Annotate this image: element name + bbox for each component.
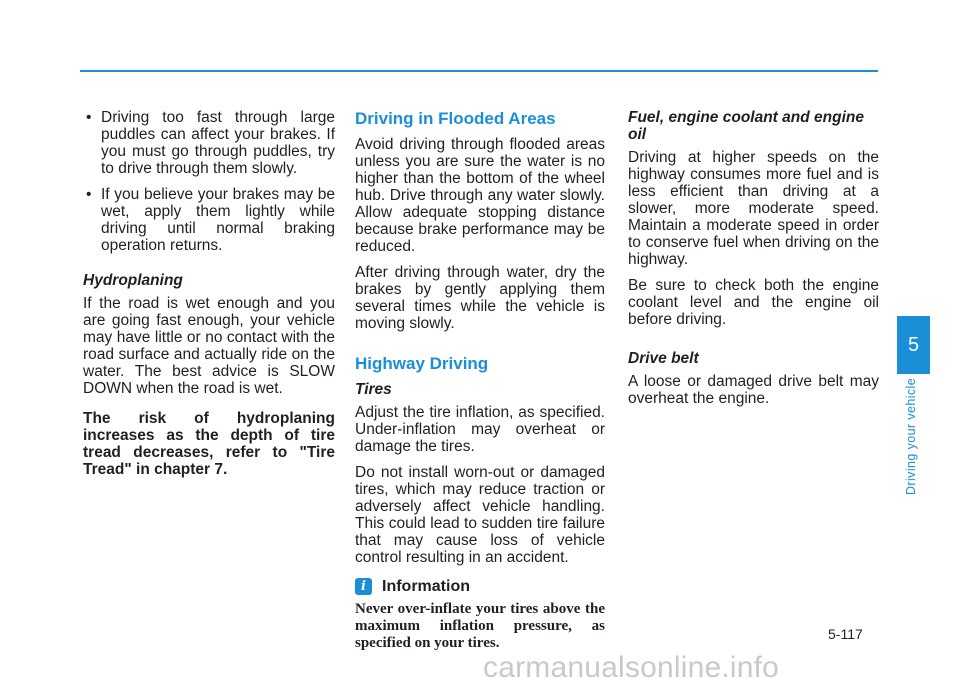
tires-heading: Tires: [355, 381, 392, 398]
watermark: carmanualsonline.info: [483, 651, 780, 684]
flooded-areas-text-2: After driving through water, dry the brakes by gently applying them several times while the vehicle is moving slowly.: [355, 264, 605, 332]
header-rule: [80, 70, 878, 72]
tires-text-1: Adjust the tire inflation, as specified. Under-inflation may overheat or damage the tires.: [355, 404, 605, 455]
information-text: Never over-inflate your tires above the maximum inflation pressure, as specified on your tires.: [355, 601, 605, 651]
chapter-label: [902, 377, 922, 505]
column-right: [628, 109, 879, 416]
information-title: Information: [382, 578, 470, 595]
drive-belt-text: A loose or damaged drive belt may overheat the engine.: [628, 373, 879, 407]
hydroplaning-warning: The risk of hydroplaning increases as the depth of tire tread decreases, refer to "Tire Tread" in chapter 7.: [83, 410, 335, 478]
fuel-text-2: Be sure to check both the engine coolant level and the engine oil before driving.: [628, 277, 879, 328]
fuel-coolant-oil-heading: Fuel, engine coolant and engine oil: [628, 109, 864, 143]
bullet-wet-brakes: • If you believe your brakes may be wet, apply them lightly while driving until normal braking operation returns.: [83, 186, 335, 254]
information-header: [355, 578, 605, 595]
chapter-title: Driving your vehicle: [904, 377, 918, 495]
chapter-tab: 5: [897, 316, 930, 374]
hydroplaning-heading: Hydroplaning: [83, 272, 183, 289]
fuel-text-1: Driving at higher speeds on the highway consumes more fuel and is less efficient than driving at a slower, more moderate speed. Maintain a moderate speed in order to conserve fuel when driving on the highway.: [628, 149, 879, 268]
flooded-areas-heading: Driving in Flooded Areas: [355, 109, 556, 128]
page-number: 5-117: [828, 626, 863, 642]
flooded-areas-text-1: Avoid driving through flooded areas unless you are sure the water is no higher than the bottom of the wheel hub. Drive through any water slowly. Allow adequate stopping distance because brake performance may be reduced.: [355, 136, 605, 255]
column-left: [83, 109, 335, 487]
bullet-puddles: • Driving too fast through large puddles can affect your brakes. If you must go through puddles, try to drive through them slowly.: [83, 109, 335, 177]
highway-driving-heading: Highway Driving: [355, 354, 489, 373]
info-icon: i: [355, 578, 372, 595]
column-middle: [355, 109, 605, 652]
drive-belt-heading: Drive belt: [628, 350, 699, 367]
bullet-list: [83, 109, 335, 254]
hydroplaning-text: If the road is wet enough and you are going fast enough, your vehicle may have little or no contact with the road surface and actually ride on the water. The best advice is SLOW DOWN when the road is wet.: [83, 295, 335, 397]
tires-text-2: Do not install worn-out or damaged tires, which may reduce traction or adversely affect vehicle handling. This could lead to sudden tire failure that may cause loss of vehicle control resulting in an accident.: [355, 464, 605, 566]
